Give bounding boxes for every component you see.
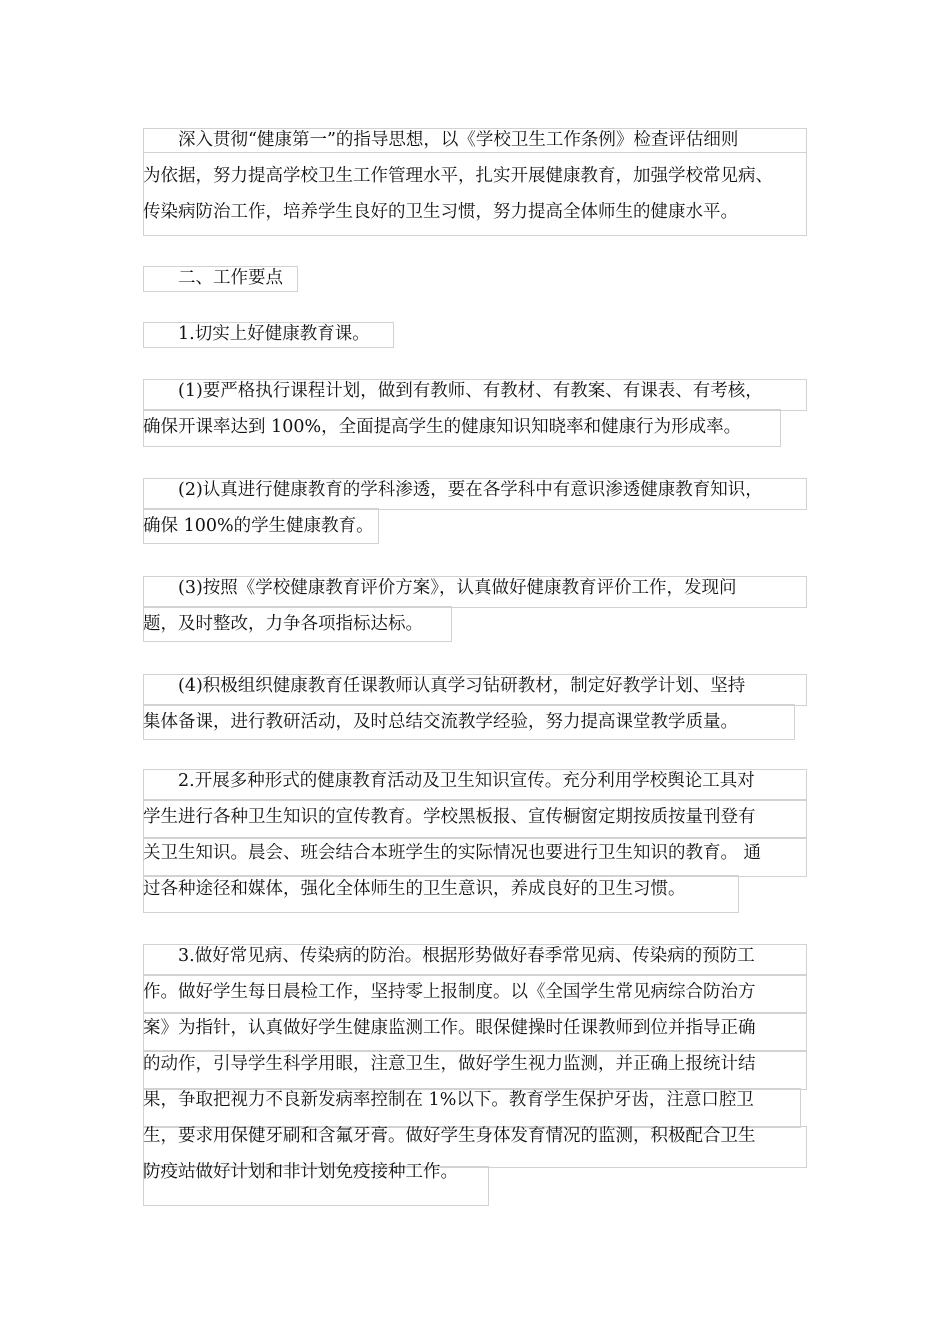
text-line: 关卫生知识。晨会、班会结合本班学生的实际情况也要进行卫生知识的教育。 通 xyxy=(143,843,762,863)
text-line: 作。做好学生每日晨检工作，坚持零上报制度。以《全国学生常见病综合防治方 xyxy=(143,982,756,1002)
text-line: 题，及时整改，力争各项指标达标。 xyxy=(143,614,423,634)
item-1-3-paragraph xyxy=(143,570,737,642)
text-line: 为依据，努力提高学校卫生工作管理水平，扎实开展健康教育，加强学校常见病、 xyxy=(143,166,773,186)
text-line: 深入贯彻“健康第一”的指导思想，以《学校卫生工作条例》检查评估细则 xyxy=(143,130,739,150)
text-line: 1.切实上好健康教育课。 xyxy=(143,324,370,344)
text-line: 生，要求用保健牙刷和含氟牙膏。做好学生身体发育情况的监测，积极配合卫生 xyxy=(143,1126,756,1146)
text-line: (1)要严格执行课程计划，做到有教师、有教材、有教案、有课表、有考核， xyxy=(143,381,763,401)
text-line: 确保开课率达到 100%，全面提高学生的健康知识知晓率和健康行为形成率。 xyxy=(143,417,742,437)
text-line: 确保 100%的学生健康教育。 xyxy=(143,516,374,536)
text-line: 集体备课，进行教研活动，及时总结交流教学经验，努力提高课堂教学质量。 xyxy=(143,712,738,732)
text-line: 3.做好常见病、传染病的防治。根据形势做好春季常见病、传染病的预防工 xyxy=(143,946,755,966)
text-line: (3)按照《学校健康教育评价方案》，认真做好健康教育评价工作，发现问 xyxy=(143,578,737,598)
item-1-2-paragraph xyxy=(143,472,763,544)
section-heading xyxy=(143,260,283,296)
text-line: 的动作，引导学生科学用眼，注意卫生，做好学生视力监测，并正确上报统计结 xyxy=(143,1054,756,1074)
item-3-paragraph xyxy=(143,938,756,1190)
item-1-1-paragraph xyxy=(143,373,763,445)
text-line: 案》为指针，认真做好学生健康监测工作。眼保健操时任课教师到位并指导正确 xyxy=(143,1018,756,1038)
text-line: 2.开展多种形式的健康教育活动及卫生知识宣传。充分利用学校舆论工具对 xyxy=(143,771,755,791)
text-line: (4)积极组织健康教育任课教师认真学习钻研教材，制定好教学计划、坚持 xyxy=(143,676,746,696)
text-line: 过各种途径和媒体，强化全体师生的卫生意识，养成良好的卫生习惯。 xyxy=(143,879,686,899)
text-line: 防疫站做好计划和非计划免疫接种工作。 xyxy=(143,1162,458,1182)
item-2-paragraph xyxy=(143,763,761,907)
item-1-4-paragraph xyxy=(143,668,745,740)
text-line: 传染病防治工作，培养学生良好的卫生习惯，努力提高全体师生的健康水平。 xyxy=(143,202,738,222)
text-line: (2)认真进行健康教育的学科渗透，要在各学科中有意识渗透健康教育知识， xyxy=(143,480,763,500)
item-1-heading xyxy=(143,316,370,352)
text-line: 二、工作要点 xyxy=(143,268,283,288)
text-line: 学生进行各种卫生知识的宣传教育。学校黑板报、宣传橱窗定期按质按量刊登有 xyxy=(143,807,756,827)
intro-paragraph xyxy=(143,122,773,230)
text-line: 果，争取把视力不良新发病率控制在 1%以下。教育学生保护牙齿，注意口腔卫 xyxy=(143,1090,754,1110)
